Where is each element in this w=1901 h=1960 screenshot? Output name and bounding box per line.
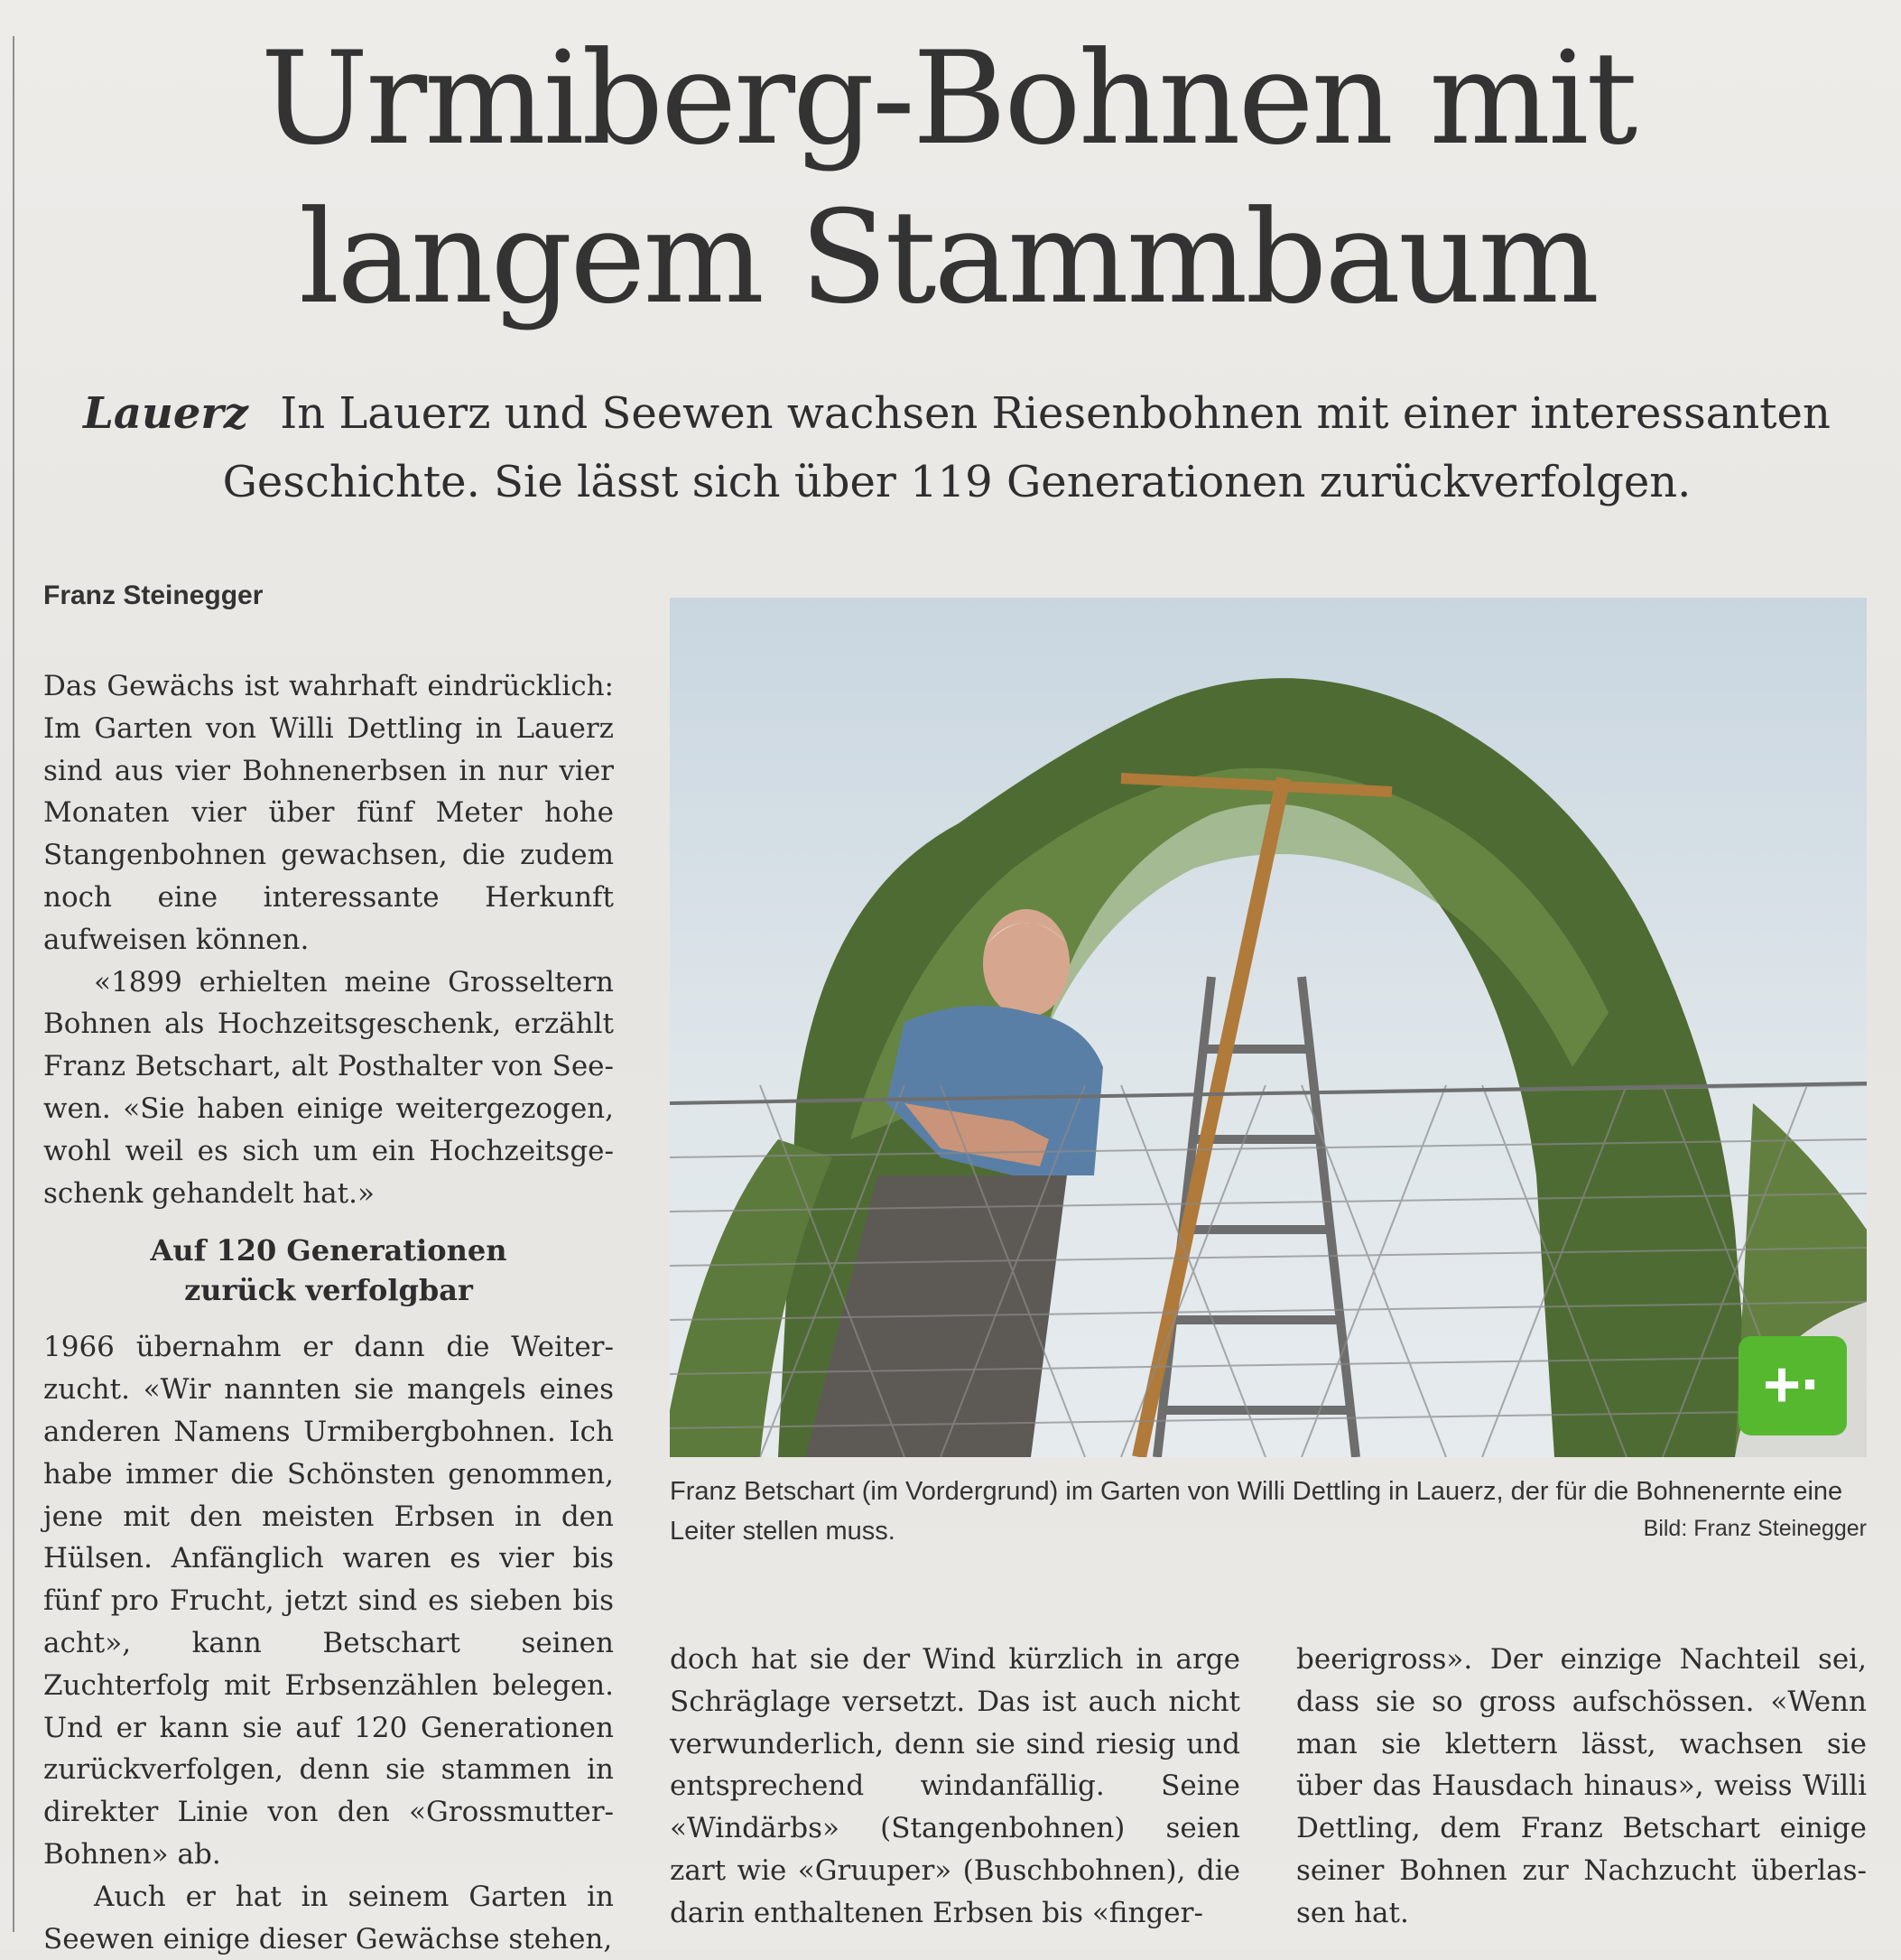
headline-line-2: langem Stammbaum <box>298 183 1598 332</box>
article-column-2 <box>670 1639 1240 1935</box>
headline <box>27 20 1869 338</box>
photo-credit: Bild: Franz Steinegger <box>1643 1516 1867 1541</box>
article-photo <box>670 598 1867 1457</box>
author-byline: Franz Steinegger <box>43 581 264 610</box>
lead-paragraph <box>54 379 1859 516</box>
photo-illustration <box>670 598 1867 1457</box>
plus-badge-icon[interactable]: +· <box>1739 1336 1847 1435</box>
lead-line-1: In Lauerz und Seewen wachsen Riesenbohnen mit einer interessanten <box>280 388 1831 439</box>
paragraph-3: 1966 übernahm er dann die Weiterzucht. «Wir nannten sie mangels eines anderen Namens Urmibergbohnen. Ich habe immer die Schönsten genommen, jene mit den meisten Erbsen in den Hülsen. Anfänglich waren es vier bis fünf pro Frucht, jetzt sind es sieben bis acht», kann Betschart seinen Zuchterfolg mit Erbsenzählen belegen. Und er kann sie auf 120 Generationen zurückverfolgen, denn sie stammen in direkter Linie von den «Grossmutter-Bohnen» ab. <box>43 1331 614 1871</box>
photo-caption: Franz Betschart (im Vordergrund) im Garten von Willi Dettling in Lauerz, der für die Bohnenernte eine Leiter stellen muss. <box>670 1477 1843 1546</box>
subheading-line-1: Auf 120 Generationen <box>150 1233 507 1268</box>
article-column-1 <box>43 665 614 1960</box>
headline-line-1: Urmiberg-Bohnen mit <box>260 24 1636 173</box>
paragraph-4-end: beerigross». Der einzige Nachteil sei, dass sie so gross aufschössen. «Wenn man sie klettern lässt, wachsen sie über das Hausdach hinaus», weiss Willi Dettling, dem Franz Betschart einige seiner Bohnen zur Nachzucht überlassen hat. <box>1296 1643 1867 1929</box>
paragraph-4-start: Auch er hat in seinem Garten in Seewen einige dieser Gewächse stehen, <box>43 1880 614 1955</box>
lead-line-2: Geschichte. Sie lässt sich über 119 Generationen zurückverfolgen. <box>222 457 1692 507</box>
article-column-3 <box>1296 1639 1867 1935</box>
subheading-line-2: zurück verfolgbar <box>184 1273 473 1308</box>
paragraph-1: Das Gewächs ist wahrhaft eindrücklich: Im Garten von Willi Dettling in Lauerz sind aus vier Bohnenerbsen in nur vier Monaten vier über fünf Meter hohe Stangenbohnen gewachsen, die zudem noch eine interessante Herkunft aufweisen können. <box>43 670 614 956</box>
subheading <box>43 1231 614 1310</box>
paragraph-2: «1899 erhielten meine Grosseltern Bohnen als Hochzeitsgeschenk, erzählt Franz Betschart, alt Posthalter von Seewen. «Sie haben einige weitergezogen, wohl weil es sich um ein Hochzeitsgeschenk gehandelt hat.» <box>43 965 614 1210</box>
man-head <box>983 909 1070 1017</box>
column-rule <box>13 36 14 1932</box>
paragraph-4-continued: doch hat sie der Wind kürzlich in arge Schräglage versetzt. Das ist auch nicht verwunderlich, denn sie sind riesig und entsprechend windanfällig. Seine «Windärbs» (Stangenbohnen) seien zart wie «Gruuper» (Buschbohnen), die darin enthaltenen Erbsen bis «finger- <box>670 1643 1240 1929</box>
dateline-place: Lauerz <box>83 388 248 439</box>
